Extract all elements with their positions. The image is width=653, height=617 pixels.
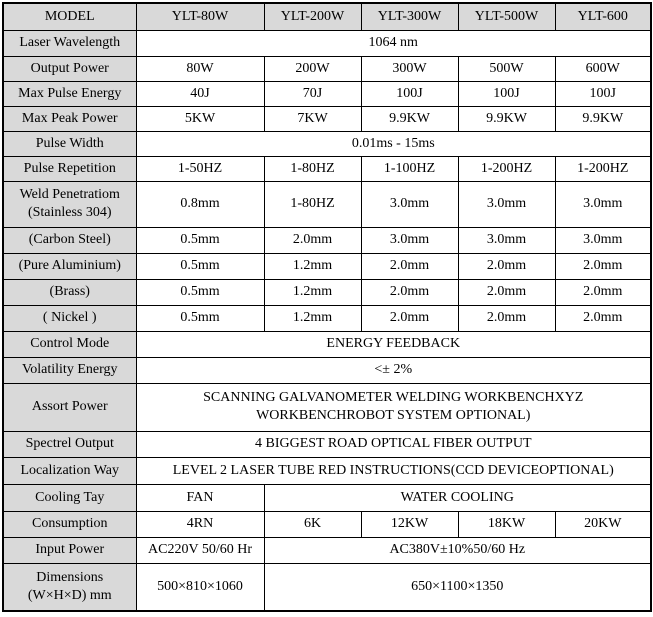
cell-value: 1-100HZ <box>361 156 458 181</box>
row-label: Control Mode <box>3 331 136 357</box>
cell-value: 1-80HZ <box>264 156 361 181</box>
spec-sheet <box>2 2 650 612</box>
cell-value: ENERGY FEEDBACK <box>136 331 651 357</box>
cell-value <box>136 383 651 431</box>
cell-value: 1-200HZ <box>458 156 555 181</box>
cell-value: 9.9KW <box>555 106 651 131</box>
table-row <box>3 383 651 431</box>
cell-value: 1.2mm <box>264 253 361 279</box>
cell-value: 7KW <box>264 106 361 131</box>
cell-value: 18KW <box>458 511 555 537</box>
cell-value: 2.0mm <box>458 253 555 279</box>
cell-value: 3.0mm <box>555 227 651 253</box>
model-name: YLT-300W <box>361 3 458 30</box>
cell-value: 300W <box>361 56 458 81</box>
table-row <box>3 56 651 81</box>
cell-value: FAN <box>136 484 264 511</box>
cell-value: AC380V±10%50/60 Hz <box>264 537 651 563</box>
row-label: Localization Way <box>3 457 136 484</box>
model-name: YLT-200W <box>264 3 361 30</box>
cell-value: 100J <box>555 81 651 106</box>
cell-value: 1-200HZ <box>555 156 651 181</box>
table-row <box>3 484 651 511</box>
table-row <box>3 357 651 383</box>
table-row <box>3 106 651 131</box>
cell-value: 9.9KW <box>361 106 458 131</box>
cell-value: 600W <box>555 56 651 81</box>
header-row <box>3 3 651 30</box>
row-label: Volatility Energy <box>3 357 136 383</box>
table-row <box>3 537 651 563</box>
row-label: (Pure Aluminium) <box>3 253 136 279</box>
row-label: Cooling Tay <box>3 484 136 511</box>
table-row <box>3 563 651 611</box>
cell-value: 2.0mm <box>458 305 555 331</box>
row-label-line: (W×H×D) mm <box>27 587 112 603</box>
cell-value: 40J <box>136 81 264 106</box>
cell-value: 1.2mm <box>264 279 361 305</box>
row-label: Laser Wavelength <box>3 30 136 56</box>
model-name: YLT-600 <box>555 3 651 30</box>
cell-value: 2.0mm <box>264 227 361 253</box>
cell-value: <± 2% <box>136 357 651 383</box>
row-label: ( Nickel ) <box>3 305 136 331</box>
cell-value: 12KW <box>361 511 458 537</box>
cell-value: 1.2mm <box>264 305 361 331</box>
row-label: Spectrel Output <box>3 431 136 457</box>
table-row <box>3 156 651 181</box>
cell-value: 100J <box>361 81 458 106</box>
cell-value: 500×810×1060 <box>136 563 264 611</box>
cell-value: 1-80HZ <box>264 181 361 227</box>
table-row <box>3 253 651 279</box>
cell-value: 80W <box>136 56 264 81</box>
cell-value-line: WORKBENCHROBOT SYSTEM OPTIONAL) <box>256 408 531 423</box>
table-row <box>3 81 651 106</box>
spec-table <box>2 2 652 612</box>
cell-value: 2.0mm <box>361 253 458 279</box>
table-row <box>3 457 651 484</box>
table-row <box>3 131 651 156</box>
cell-value: 0.8mm <box>136 181 264 227</box>
model-name: YLT-500W <box>458 3 555 30</box>
cell-value: 4 BIGGEST ROAD OPTICAL FIBER OUTPUT <box>136 431 651 457</box>
cell-value: 5KW <box>136 106 264 131</box>
cell-value: 100J <box>458 81 555 106</box>
cell-value: 0.5mm <box>136 279 264 305</box>
cell-value: 2.0mm <box>555 305 651 331</box>
row-label: Consumption <box>3 511 136 537</box>
row-label: Pulse Repetition <box>3 156 136 181</box>
cell-value: 1-50HZ <box>136 156 264 181</box>
cell-value: 0.5mm <box>136 305 264 331</box>
cell-value: 3.0mm <box>361 227 458 253</box>
cell-value: WATER COOLING <box>264 484 651 511</box>
row-label-line: (Stainless 304) <box>27 205 112 220</box>
cell-value: 2.0mm <box>361 279 458 305</box>
cell-value: 200W <box>264 56 361 81</box>
cell-value: 6K <box>264 511 361 537</box>
row-label <box>3 563 136 611</box>
cell-value: 2.0mm <box>555 253 651 279</box>
row-label: Input Power <box>3 537 136 563</box>
cell-value: 2.0mm <box>458 279 555 305</box>
model-name: YLT-80W <box>136 3 264 30</box>
cell-value: 3.0mm <box>555 181 651 227</box>
cell-value: AC220V 50/60 Hr <box>136 537 264 563</box>
row-label: Assort Power <box>3 383 136 431</box>
row-label-line: Weld Penetratiom <box>19 187 120 202</box>
row-label <box>3 181 136 227</box>
model-label: MODEL <box>3 3 136 30</box>
cell-value: 1064 nm <box>136 30 651 56</box>
cell-value: 20KW <box>555 511 651 537</box>
cell-value-line: SCANNING GALVANOMETER WELDING WORKBENCHXYZ <box>203 390 584 405</box>
row-label: (Carbon Steel) <box>3 227 136 253</box>
row-label: (Brass) <box>3 279 136 305</box>
table-row <box>3 181 651 227</box>
table-row <box>3 305 651 331</box>
table-row <box>3 511 651 537</box>
cell-value: 3.0mm <box>361 181 458 227</box>
cell-value: LEVEL 2 LASER TUBE RED INSTRUCTIONS(CCD DEVICEOPTIONAL) <box>136 457 651 484</box>
table-row <box>3 431 651 457</box>
row-label: Max Peak Power <box>3 106 136 131</box>
cell-value: 4RN <box>136 511 264 537</box>
table-row <box>3 279 651 305</box>
row-label: Max Pulse Energy <box>3 81 136 106</box>
table-row <box>3 227 651 253</box>
cell-value: 9.9KW <box>458 106 555 131</box>
cell-value: 0.01ms - 15ms <box>136 131 651 156</box>
row-label: Pulse Width <box>3 131 136 156</box>
cell-value: 650×1100×1350 <box>264 563 651 611</box>
row-label: Output Power <box>3 56 136 81</box>
row-label-line: Dimensions <box>36 569 104 585</box>
cell-value: 2.0mm <box>555 279 651 305</box>
cell-value: 0.5mm <box>136 227 264 253</box>
table-row <box>3 30 651 56</box>
cell-value: 3.0mm <box>458 181 555 227</box>
cell-value: 3.0mm <box>458 227 555 253</box>
cell-value: 70J <box>264 81 361 106</box>
cell-value: 2.0mm <box>361 305 458 331</box>
cell-value: 500W <box>458 56 555 81</box>
table-row <box>3 331 651 357</box>
cell-value: 0.5mm <box>136 253 264 279</box>
